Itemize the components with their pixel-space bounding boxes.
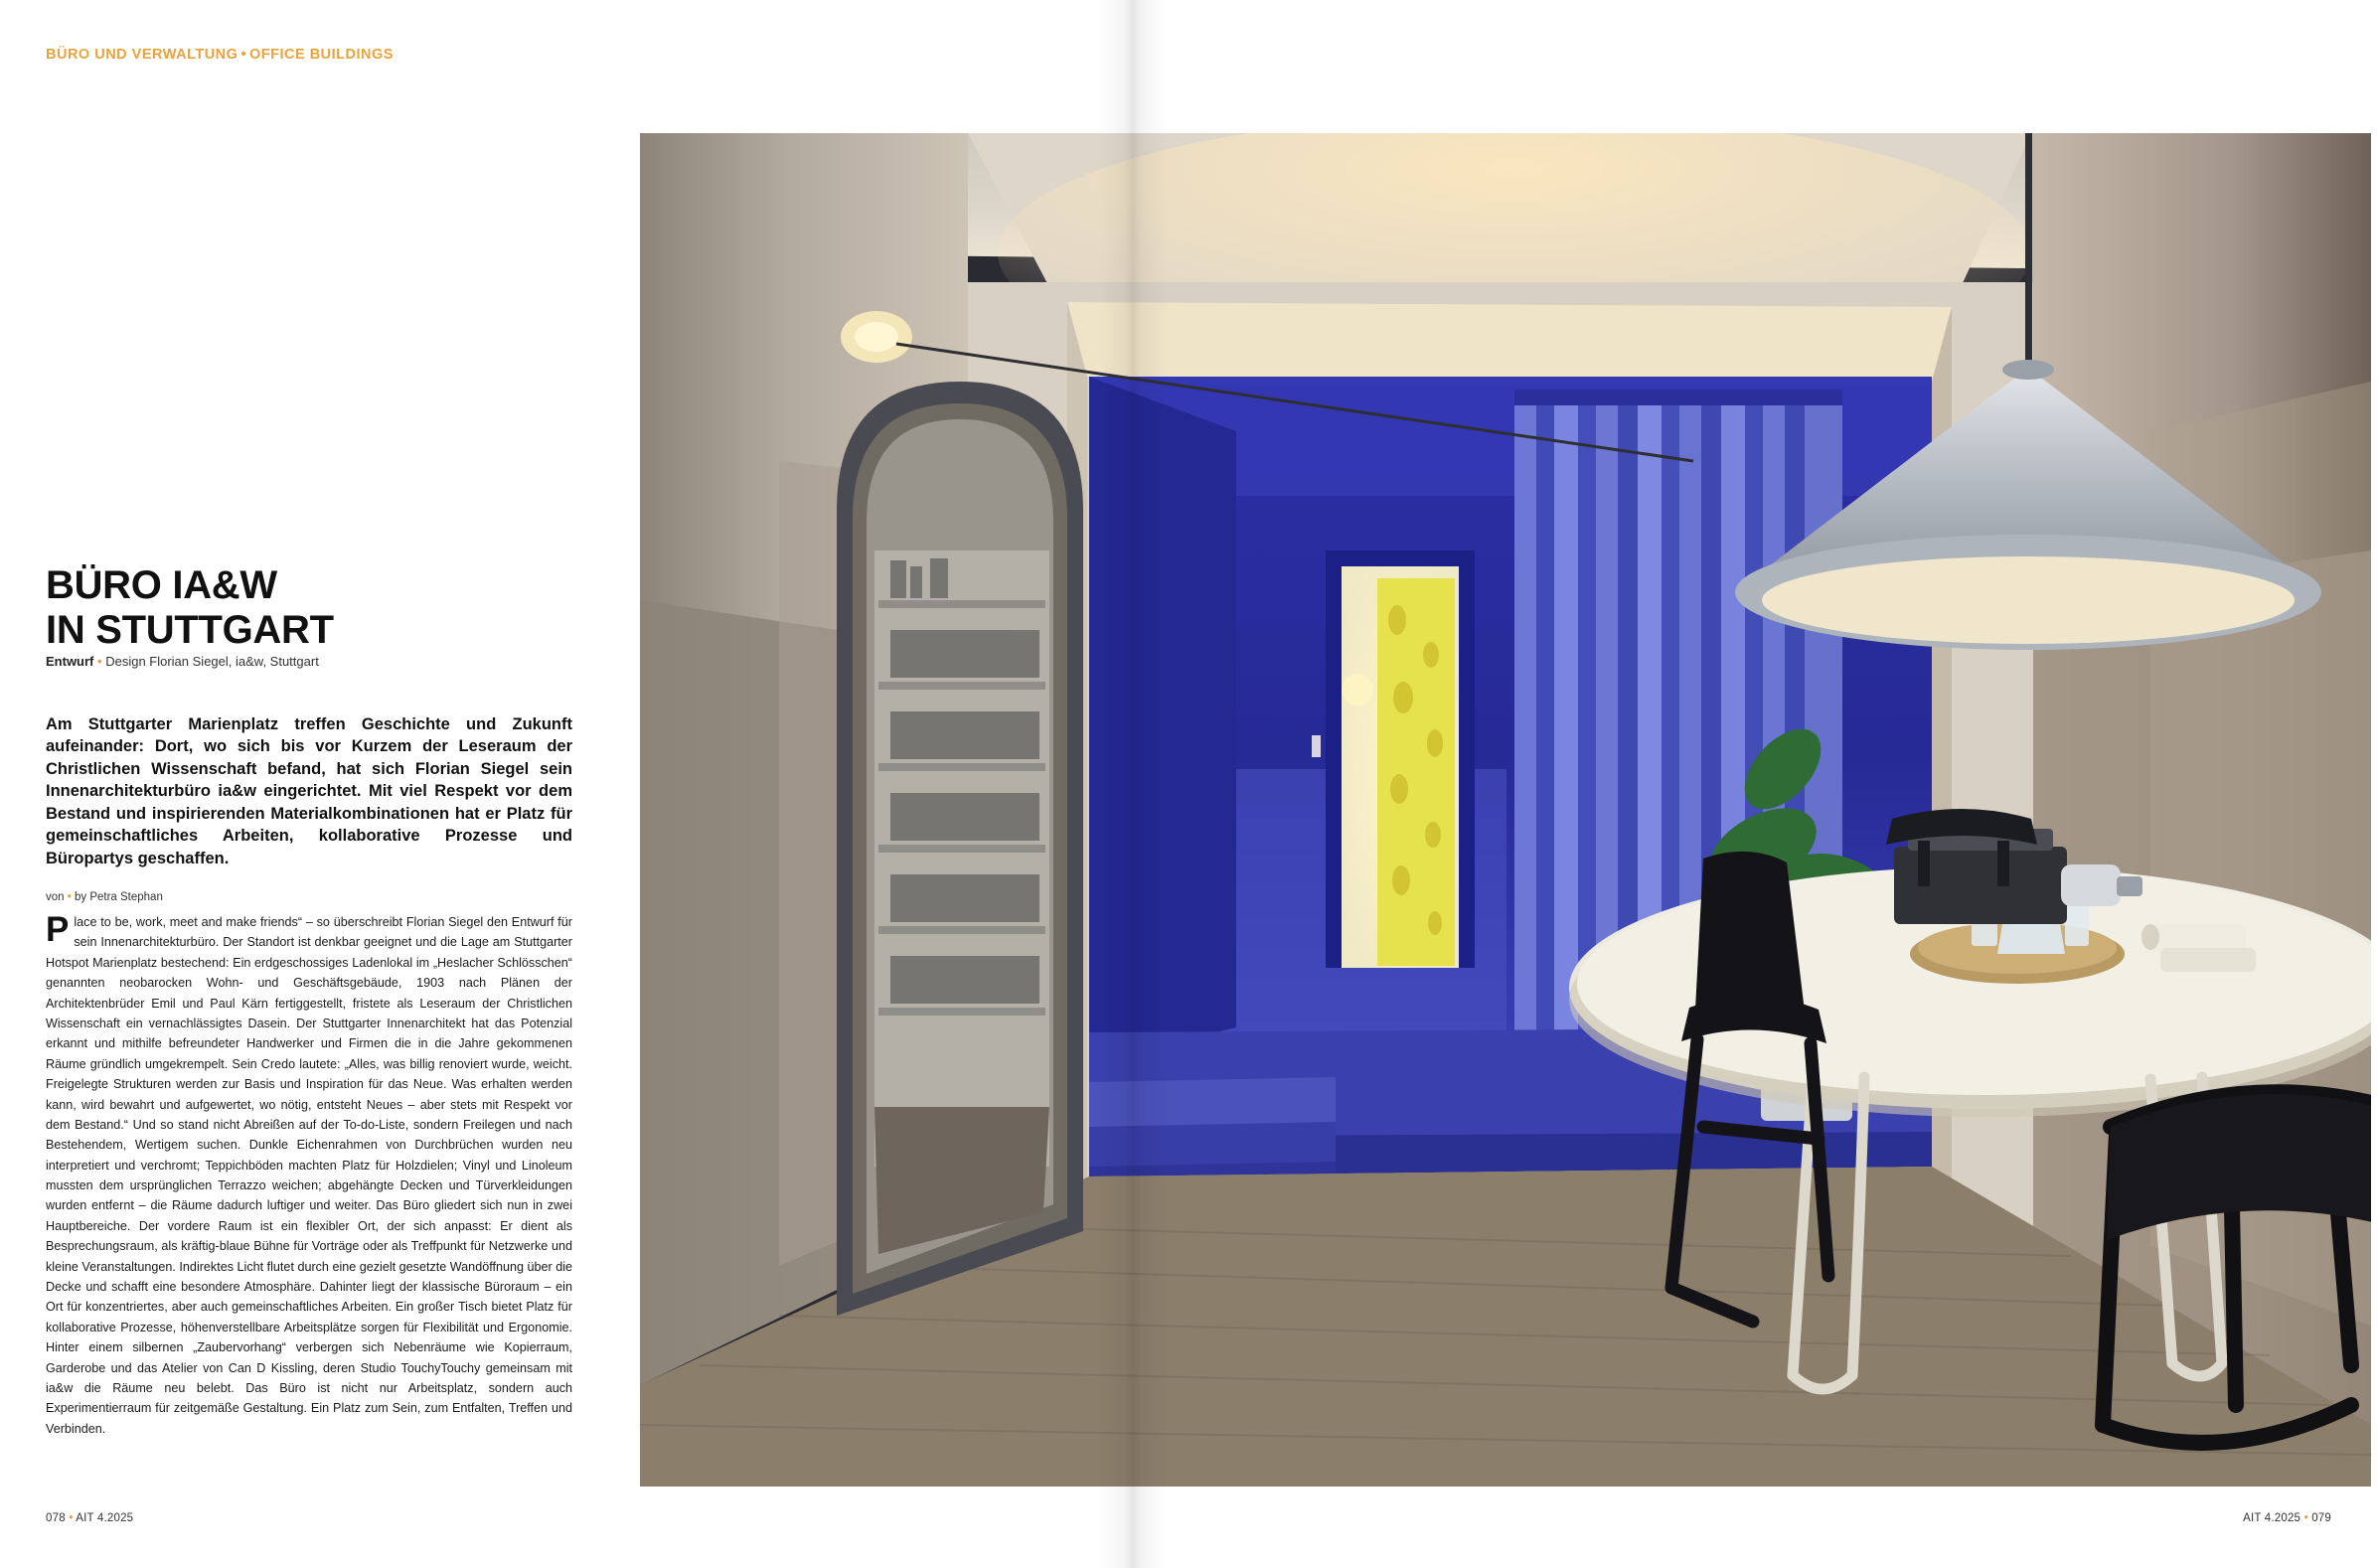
folio-left-separator: • [69, 1512, 74, 1524]
design-credit-separator: • [97, 654, 102, 669]
byline [46, 891, 163, 903]
headline-line-1: BÜRO IA&W [46, 562, 277, 607]
headline-line-2: IN STUTTGART [46, 608, 334, 653]
running-head-english: OFFICE BUILDINGS [249, 47, 394, 63]
running-head-separator: • [240, 47, 247, 63]
drop-cap: P [46, 910, 70, 949]
byline-author: by Petra Stephan [74, 891, 163, 903]
folio-left-page-number: 078 [46, 1512, 66, 1524]
design-credit [46, 654, 319, 669]
folio-left [46, 1512, 133, 1524]
folio-right-separator: • [2303, 1512, 2308, 1524]
page-title [46, 563, 334, 654]
body-text-content: lace to be, work, meet and make friends“ – so überschreibt Florian Siegel den Entwurf für sein Innenarchitekturbüro. Der Standort ist denkbar geeignet und die Lage am Stuttgarter Hotspot Marienplatz bestechend: Ein erdgeschossiges Ladenlokal im „Heslacher Schlösschen“ genannten neobarocken Wohn- und Geschäftsgebäude, 1903 nach Plänen der Architektenbrüder Emil und Paul Kärn fertiggestellt, fristete als Leseraum der Christlichen Wissenschaft ein vernachlässigtes Dasein. Der Stuttgarter Innenarchitekt hat das Potenzial erkannt und mithilfe befreundeter Handwerker und Firmen die in die Jahre gekommenen Räume gründlich umgekrempelt. Sein Credo lautete: „Alles, was billig renoviert wurde, weicht. Freigelegte Strukturen werden zur Basis und Inspiration für das Neue. Was erhalten werden kann, wird bewahrt und aufgewertet, wo nötig, entsteht Neues – aber stets mit Respekt vor dem Bestand.“ Und so stand nicht Abreißen auf der To-do-Liste, sondern Freilegen und nach Bestehendem, Wertigem suchen. Dunkle Eichenrahmen von Durchbrüchen wurden neu interpretiert und verchromt; Teppichböden machten Platz für Holzdielen; Vinyl und Linoleum mussten dem ursprünglichen Terrazzo weichen; abgehängte Decken und Türverkleidungen wurden entfernt – die Räume dadurch luftiger und weiter. Das Büro gliedert sich nun in zwei Hauptbereiche. Der vordere Raum ist ein flexibler Ort, der sich anpasst: Er dient als Besprechungsraum, als kräftig-blaue Bühne für Vorträge oder als Treffpunkt für Netzwerke und kleine Veranstaltungen. Indirektes Licht flutet durch eine gezielt gesetzte Wandöffnung über die Decke und schafft eine besondere Atmosphäre. Dahinter liegt der klassische Büroraum – ein Ort für konzentriertes, aber auch gemeinschaftliches Arbeiten. Ein großer Tisch bietet Platz für kollaborative Prozesse, höhenverstellbare Arbeitsplätze sorgen für Flexibilität und Ergonomie. Hinter einem silbernen „Zaubervorhang“ verbergen sich Nebenräume wie Kopierraum, Garderobe und das Atelier von Can D Kissling, deren Studio TouchyTouchy gemeinsam mit ia&w die Räume neu belebt. Das Büro ist nicht nur Arbeitsplatz, sondern auch Experimentierraum für zeitgemäße Gestaltung. Ein Platz zum Sein, zum Entfalten, Treffen und Verbinden. [46, 915, 572, 1436]
design-credit-text: Design Florian Siegel, ia&w, Stuttgart [105, 654, 319, 669]
running-head [46, 47, 394, 63]
standfirst: Am Stuttgarter Marienplatz treffen Geschichte und Zukunft aufeinander: Dort, wo sich bis vor Kurzem der Leseraum der Christlichen Wissenschaft befand, hat sich Florian Siegel sein Innenarchitekturbüro ia&w eingerichtet. Mit viel Respekt vor dem Bestand und inspirierenden Materialkombinationen hat er Platz für gemeinschaftliches Arbeiten, kollaborative Prozesse und Büropartys geschaffen. [46, 715, 572, 867]
byline-label: von [46, 891, 65, 903]
folio-left-issue: AIT 4.2025 [76, 1512, 134, 1524]
body-text [46, 912, 572, 1439]
design-credit-label: Entwurf [46, 654, 94, 669]
folio-right [2243, 1512, 2331, 1524]
project-photo [640, 133, 2371, 1487]
running-head-german: BÜRO UND VERWALTUNG [46, 47, 238, 63]
byline-separator: • [67, 891, 72, 903]
folio-right-page-number: 079 [2311, 1512, 2331, 1524]
folio-right-issue: AIT 4.2025 [2243, 1512, 2301, 1524]
